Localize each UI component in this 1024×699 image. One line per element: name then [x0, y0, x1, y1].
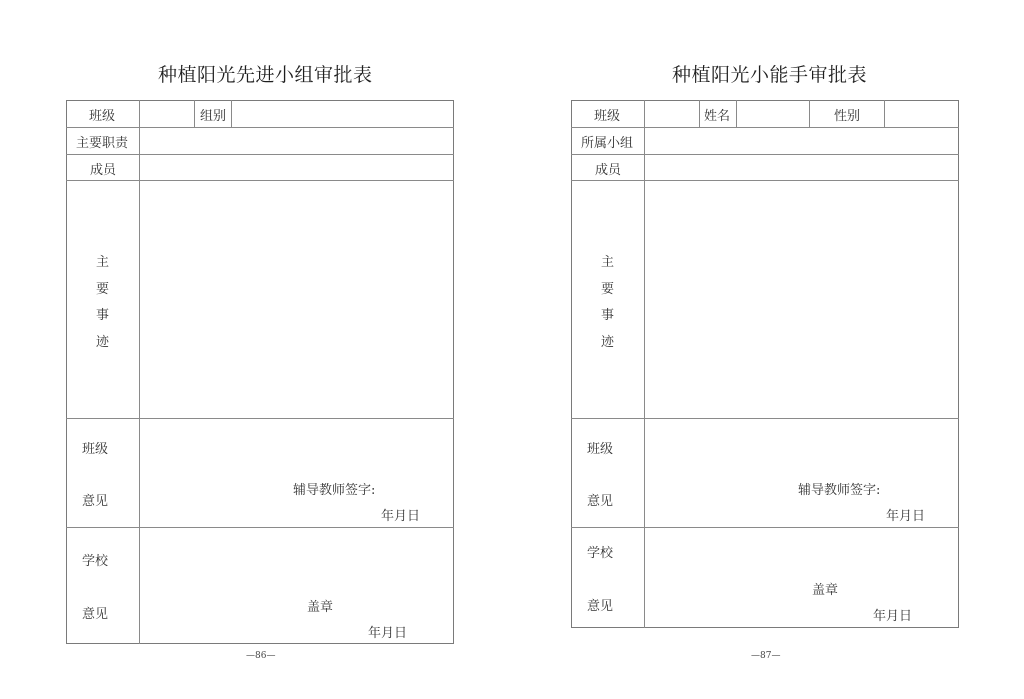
deeds-label-char: 要: [601, 282, 615, 297]
seal-label: 盖章: [812, 583, 839, 598]
name-field[interactable]: [737, 101, 809, 126]
deeds-label-char: 事: [96, 308, 110, 323]
class-field[interactable]: [645, 101, 699, 126]
cell-divider: [809, 100, 810, 127]
class-opinion-label: 班级: [82, 442, 109, 457]
date-label: 年月日: [381, 509, 421, 524]
teacher-signature-label: 辅导教师签字:: [293, 483, 376, 498]
row-divider: [66, 527, 454, 528]
right-form-title: 种植阳光小能手审批表: [672, 64, 868, 86]
deeds-field[interactable]: [140, 181, 453, 417]
deeds-label-char: 要: [96, 282, 110, 297]
left-form-title: 种植阳光先进小组审批表: [158, 64, 373, 86]
gender-label: 性别: [834, 109, 861, 124]
gender-field[interactable]: [885, 101, 958, 126]
school-opinion-label: 意见: [587, 599, 614, 614]
school-opinion-label: 学校: [587, 546, 614, 561]
school-opinion-label: 学校: [82, 554, 109, 569]
members-field[interactable]: [645, 155, 958, 179]
group-label: 组别: [200, 109, 227, 124]
class-opinion-label: 意见: [82, 494, 109, 509]
deeds-label-char: 主: [601, 255, 615, 270]
deeds-label-char: 迹: [601, 335, 615, 350]
date-label: 年月日: [873, 609, 913, 624]
members-label: 成员: [595, 163, 622, 178]
duty-field[interactable]: [140, 128, 453, 153]
group-field[interactable]: [645, 128, 958, 153]
teacher-signature-label: 辅导教师签字:: [798, 483, 881, 498]
date-label: 年月日: [886, 509, 926, 524]
row-divider: [571, 527, 959, 528]
deeds-field[interactable]: [645, 181, 958, 417]
class-opinion-label: 意见: [587, 494, 614, 509]
class-label: 班级: [594, 109, 621, 124]
class-field[interactable]: [139, 101, 194, 126]
deeds-label-char: 事: [601, 308, 615, 323]
cell-divider: [699, 100, 700, 127]
name-label: 姓名: [704, 109, 731, 124]
members-field[interactable]: [140, 155, 453, 179]
group-label: 所属小组: [581, 136, 634, 151]
duty-label: 主要职责: [76, 136, 129, 151]
date-label: 年月日: [368, 626, 408, 641]
page-number: —86—: [246, 651, 276, 661]
deeds-label-char: 迹: [96, 335, 110, 350]
seal-label: 盖章: [307, 600, 334, 615]
school-opinion-label: 意见: [82, 607, 109, 622]
page-number: —87—: [751, 651, 781, 661]
class-label: 班级: [89, 109, 116, 124]
cell-divider: [194, 100, 195, 127]
group-field[interactable]: [232, 101, 453, 126]
row-divider: [571, 418, 959, 419]
deeds-label-char: 主: [96, 255, 110, 270]
class-opinion-label: 班级: [587, 442, 614, 457]
members-label: 成员: [90, 163, 117, 178]
row-divider: [66, 418, 454, 419]
